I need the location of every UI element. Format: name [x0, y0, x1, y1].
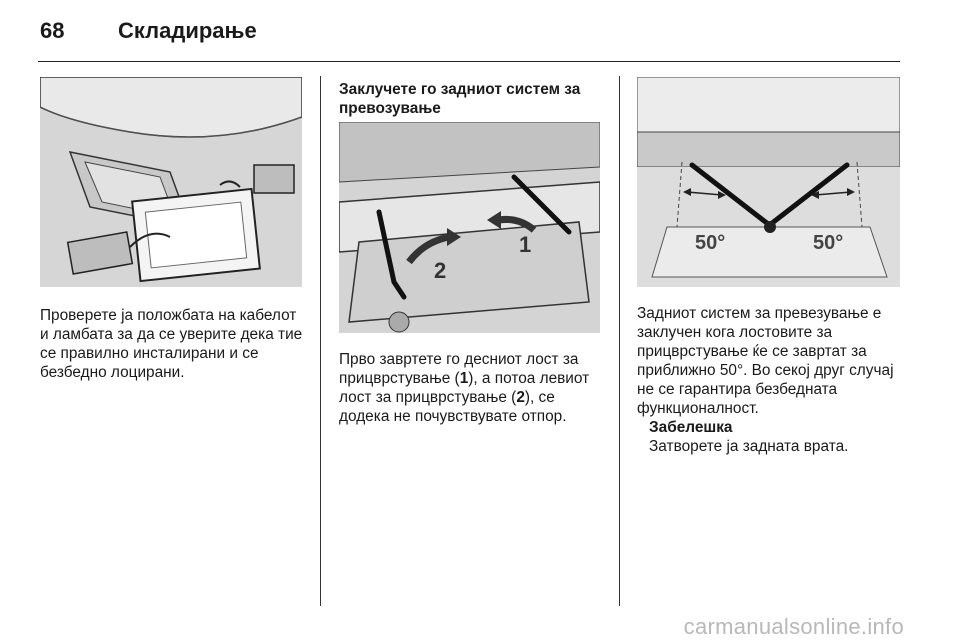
- header-divider: [38, 61, 900, 62]
- watermark: carmanualsonline.info: [683, 614, 904, 639]
- section-heading: Заклучете го задниот систем за превозување: [339, 81, 581, 117]
- angle-label-right: 50°: [813, 232, 844, 254]
- note-text: Затворете ја задната врата.: [649, 438, 849, 455]
- figure-label-2: 2: [434, 258, 447, 283]
- lever-instruction-text: Прво завртете го десниот лост за прицврстување (1), а потоа левиот лост за прицврстување (2), се додека не почувствувате отпор.: [339, 351, 590, 425]
- angle-label-left: 50°: [695, 232, 726, 254]
- column-divider-1: [320, 76, 321, 606]
- locked-system-text: Задниот систем за превезување е заклучен кога лостовите за прицврстување ќе се завртат за приближно 50°. Во секој друг случај не се гарантира безбедната функционалност.: [637, 305, 894, 417]
- page-title: Складирање: [118, 18, 257, 43]
- note-title: Забелешка: [649, 419, 733, 436]
- column-divider-2: [619, 76, 620, 606]
- locking-levers-illustration-icon: [339, 122, 600, 333]
- lever-ref-2: 2: [516, 389, 525, 406]
- cable-lamp-illustration-icon: [40, 77, 302, 287]
- lever-ref-1: 1: [459, 370, 469, 387]
- cable-check-text: Проверете ја положбата на кабелот и ламбата за да се уверите дека тие се правилно инсталирани и се безбедно лоцирани.: [40, 307, 303, 381]
- lever-angle-illustration-icon: [637, 77, 900, 287]
- page-number: 68: [40, 18, 65, 43]
- figure-label-1: 1: [519, 232, 532, 257]
